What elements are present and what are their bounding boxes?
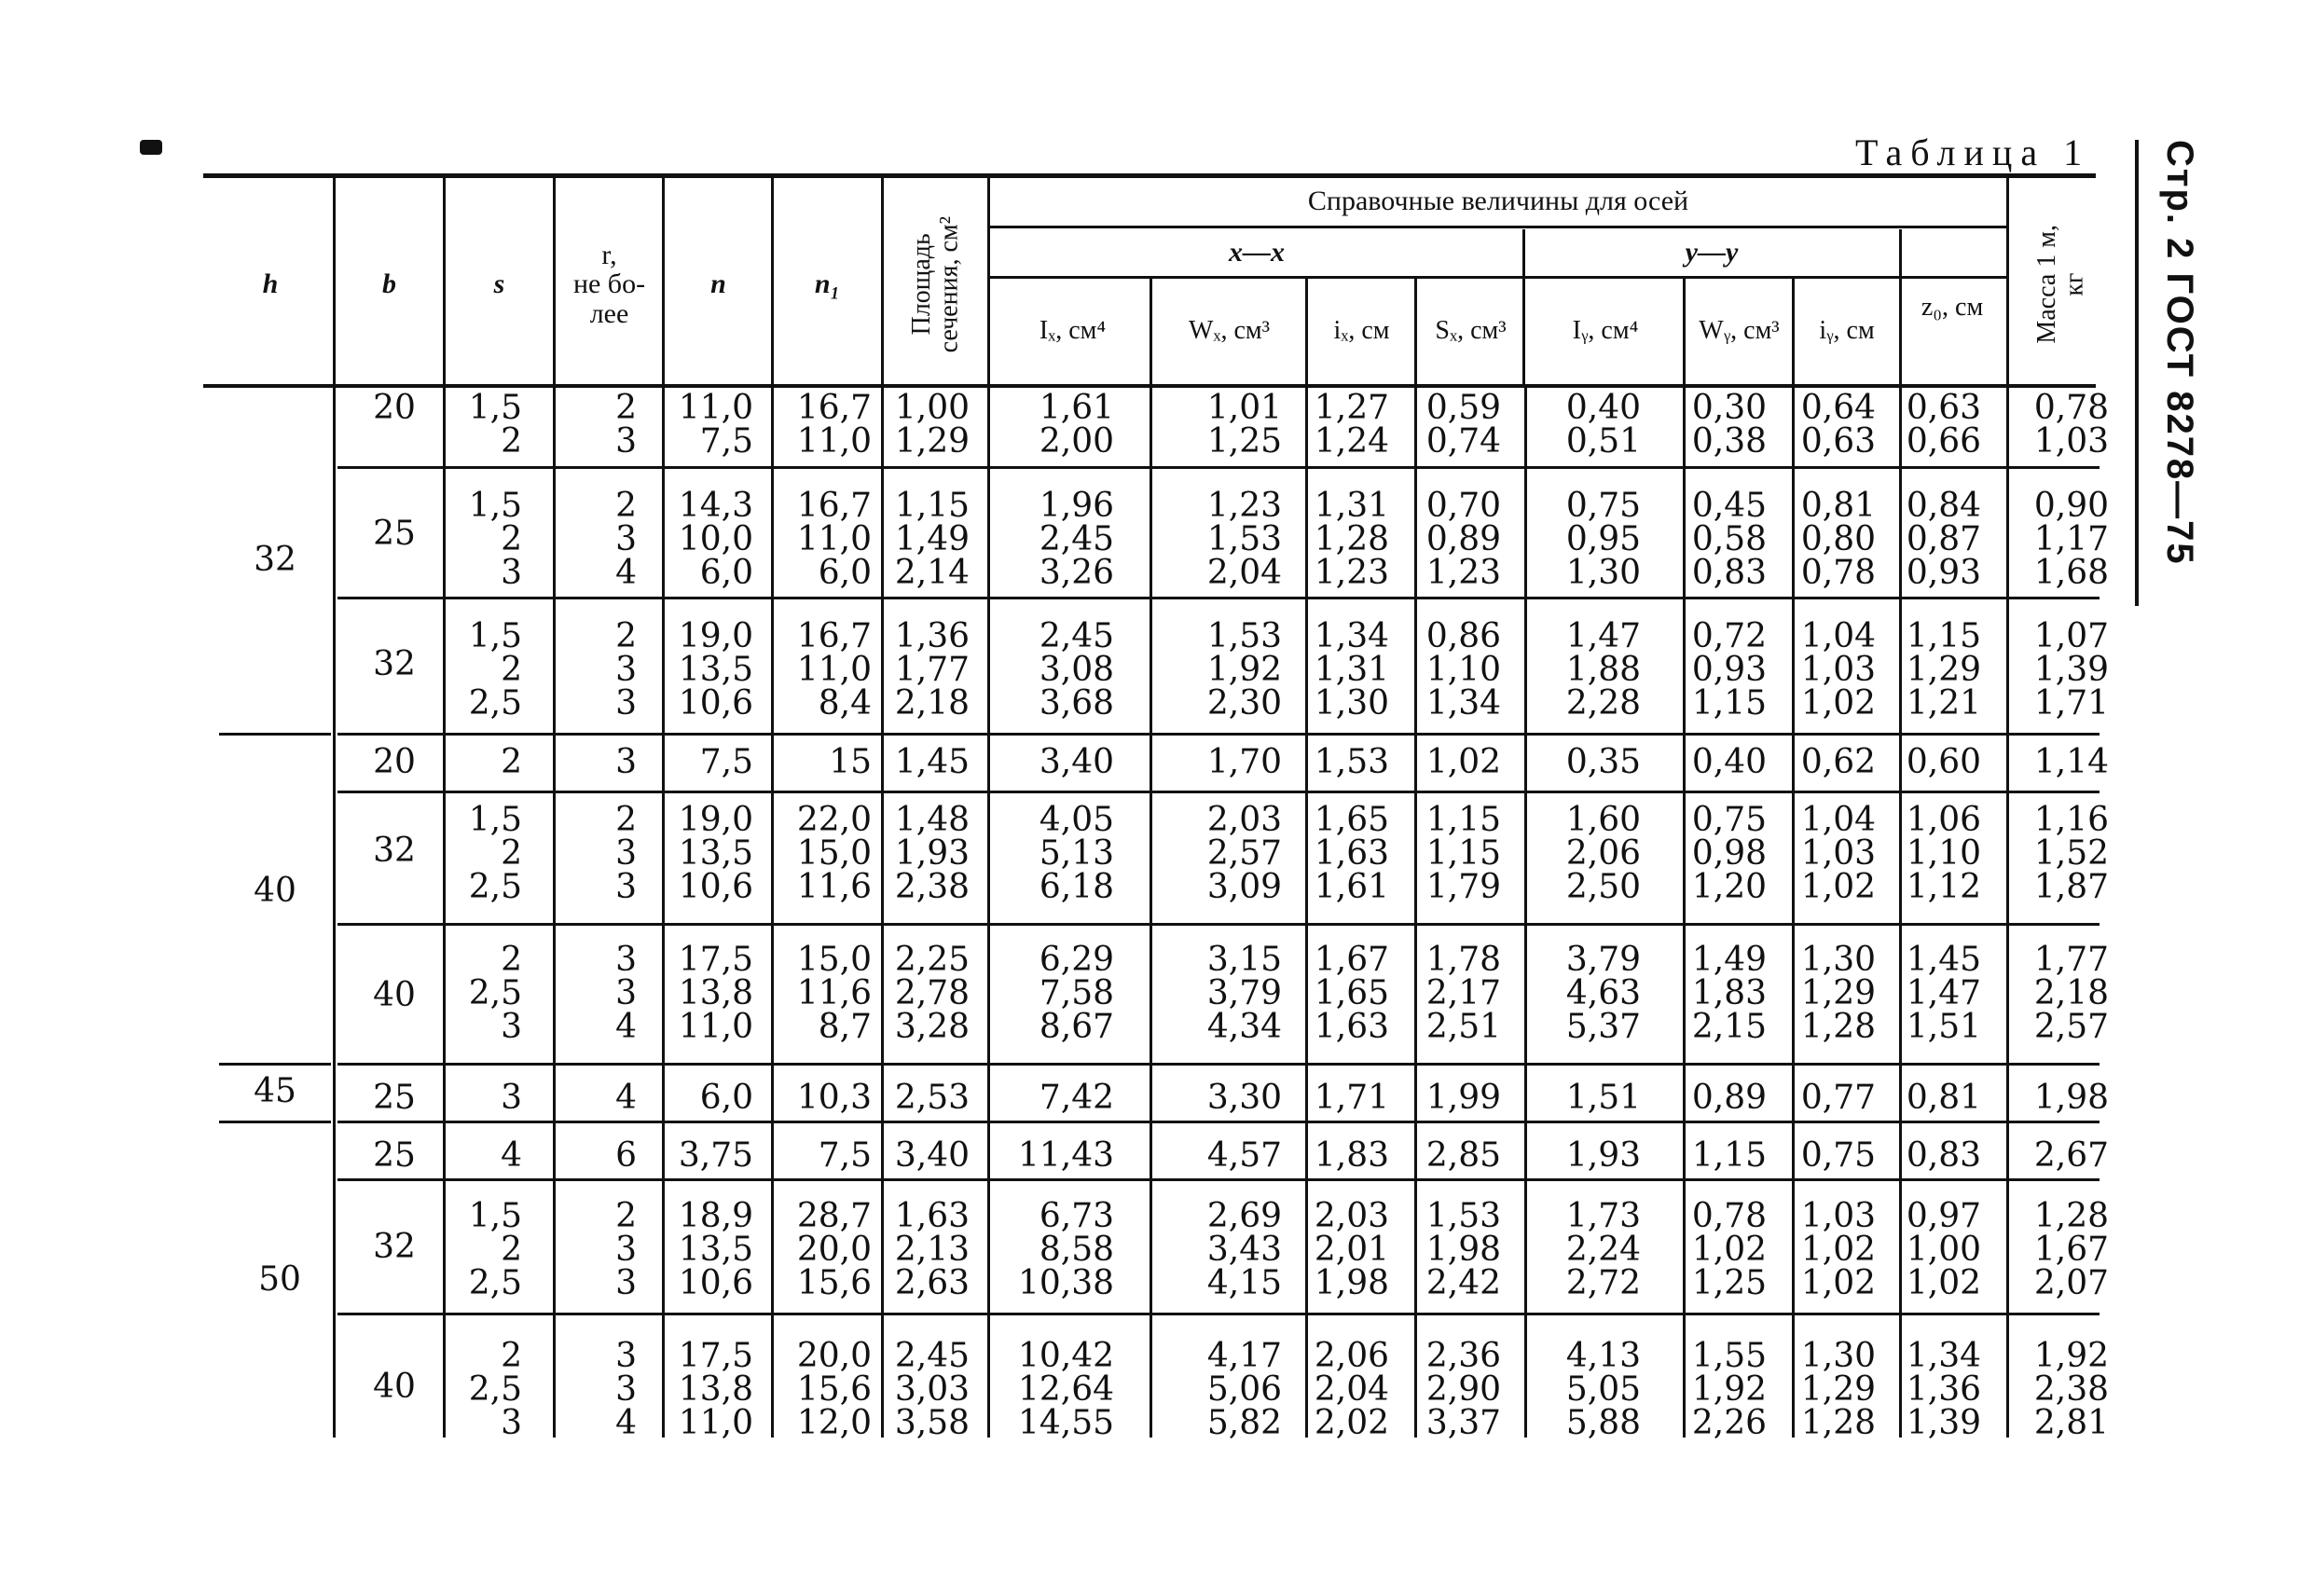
- cell-Wx: 3,30: [1206, 1079, 1282, 1117]
- cell-Ix: 2,45 3,08 3,68: [1039, 617, 1114, 722]
- cell-s: 4: [501, 1136, 522, 1175]
- cell-Iy: 3,79 4,63 5,37: [1565, 941, 1641, 1046]
- cell-area: 1,15 1,49 2,14: [894, 487, 970, 592]
- cell-n1: 16,7 11,0 8,4: [796, 617, 872, 722]
- header-mass: Масса 1 м, кг: [2031, 225, 2088, 344]
- cell-area: 2,45 3,03 3,58: [894, 1337, 970, 1442]
- cell-Iy: 1,47 1,88 2,28: [1565, 617, 1641, 722]
- header-divider: [1899, 229, 1902, 386]
- b-value: 32: [373, 832, 416, 870]
- block-rule: [337, 597, 2100, 599]
- h-value: 50: [258, 1260, 301, 1299]
- cell-iy: 1,30 1,29 1,28: [1800, 941, 1876, 1046]
- block-rule: [337, 733, 2100, 736]
- cell-area: 2,53: [894, 1079, 970, 1117]
- cell-s: 2 2,5 3: [468, 941, 522, 1046]
- cell-Wy: 1,55 1,92 2,26: [1691, 1337, 1767, 1442]
- cell-ix: 1,65 1,63 1,61: [1314, 801, 1389, 906]
- cell-r: 2 3 3: [615, 617, 637, 722]
- cell-s: 2 2,5 3: [468, 1337, 522, 1442]
- cell-mass: 1,77 2,18 2,57: [2033, 941, 2109, 1046]
- cell-Wx: 1,53 1,92 2,30: [1206, 617, 1282, 722]
- cell-ix: 1,71: [1314, 1079, 1389, 1117]
- cell-n1: 20,0 15,6 12,0: [796, 1337, 872, 1442]
- cell-s: 1,5 2: [468, 389, 522, 461]
- cell-Wx: 1,01 1,25: [1206, 389, 1282, 461]
- block-rule: [337, 923, 2100, 926]
- cell-iy: 1,04 1,03 1,02: [1800, 801, 1876, 906]
- cell-ix: 1,31 1,28 1,23: [1314, 487, 1389, 592]
- cell-Wy: 0,78 1,02 1,25: [1691, 1197, 1767, 1302]
- cell-n: 11,0 7,5: [678, 389, 753, 461]
- column-rule: [1524, 386, 1527, 1438]
- cell-area: 3,40: [894, 1136, 970, 1175]
- h-group-rule: [219, 733, 331, 736]
- column-rule: [333, 177, 336, 1438]
- cell-n1: 22,0 15,0 11,6: [796, 801, 872, 906]
- cell-mass: 0,90 1,17 1,68: [2033, 487, 2109, 592]
- cell-Iy: 0,35: [1565, 743, 1641, 781]
- cell-n1: 10,3: [796, 1079, 872, 1117]
- cell-mass: 1,28 1,67 2,07: [2033, 1197, 2109, 1302]
- cell-r: 2 3 3: [615, 1197, 637, 1302]
- cell-Wy: 0,72 0,93 1,15: [1691, 617, 1767, 722]
- cell-z0: 0,84 0,87 0,93: [1906, 487, 1981, 592]
- h-group-rule: [219, 1063, 331, 1066]
- header-area: Площадь сечения, см²: [906, 215, 963, 353]
- cell-Sx: 1,53 1,98 2,42: [1425, 1197, 1501, 1302]
- cell-iy: 0,64 0,63: [1800, 389, 1876, 461]
- cell-z0: 1,34 1,36 1,39: [1906, 1337, 1981, 1442]
- cell-n1: 16,7 11,0 6,0: [796, 487, 872, 592]
- block-rule: [337, 1063, 2100, 1066]
- cell-Ix: 10,42 12,64 14,55: [1017, 1337, 1114, 1442]
- cell-iy: 0,62: [1800, 743, 1876, 781]
- cell-z0: 0,63 0,66: [1906, 389, 1981, 461]
- header-Sx: Sₓ, см³: [1435, 316, 1507, 346]
- block-rule: [337, 1178, 2100, 1181]
- table-title: Таблица 1: [1855, 131, 2091, 173]
- cell-mass: 0,78 1,03: [2033, 389, 2109, 461]
- cell-Sx: 1,15 1,15 1,79: [1425, 801, 1501, 906]
- cell-mass: 1,98: [2033, 1079, 2109, 1117]
- cell-iy: 1,03 1,02 1,02: [1800, 1197, 1876, 1302]
- cell-area: 1,45: [894, 743, 970, 781]
- header-yy: y—y: [1685, 236, 1739, 268]
- cell-z0: 0,83: [1906, 1136, 1981, 1175]
- header-Iy: Iᵧ, см⁴: [1572, 316, 1639, 346]
- cell-Sx: 0,70 0,89 1,23: [1425, 487, 1501, 592]
- column-rule: [1683, 278, 1686, 1438]
- b-value: 20: [373, 389, 416, 427]
- cell-n1: 16,7 11,0: [796, 389, 872, 461]
- cell-r: 2 3: [615, 389, 637, 461]
- h-group-rule: [219, 1121, 331, 1123]
- header-z0: z₀, см: [1921, 293, 1984, 323]
- b-value: 32: [373, 1228, 416, 1266]
- cell-ix: 2,06 2,04 2,02: [1314, 1337, 1389, 1442]
- page-marker: [140, 140, 162, 155]
- cell-s: 1,5 2 3: [468, 487, 522, 592]
- cell-Sx: 2,36 2,90 3,37: [1425, 1337, 1501, 1442]
- cell-n: 7,5: [699, 743, 753, 781]
- cell-Wy: 0,40: [1691, 743, 1767, 781]
- header-s: s: [493, 268, 505, 300]
- cell-iy: 1,04 1,03 1,02: [1800, 617, 1876, 722]
- cell-s: 1,5 2 2,5: [468, 1197, 522, 1302]
- cell-iy: 0,81 0,80 0,78: [1800, 487, 1876, 592]
- cell-Ix: 1,96 2,45 3,26: [1039, 487, 1114, 592]
- cell-Wx: 1,23 1,53 2,04: [1206, 487, 1282, 592]
- cell-iy: 0,75: [1800, 1136, 1876, 1175]
- header-Wx: Wₓ, см³: [1188, 316, 1271, 346]
- cell-area: 1,63 2,13 2,63: [894, 1197, 970, 1302]
- cell-Wy: 0,30 0,38: [1691, 389, 1767, 461]
- header-n: n: [710, 268, 726, 300]
- cell-iy: 1,30 1,29 1,28: [1800, 1337, 1876, 1442]
- header-xx: x—x: [1229, 236, 1285, 268]
- cell-n: 18,9 13,5 10,6: [678, 1197, 753, 1302]
- column-rule: [662, 177, 665, 1438]
- cell-r: 3 3 4: [615, 1337, 637, 1442]
- b-value: 20: [373, 743, 416, 781]
- column-rule: [771, 177, 774, 1438]
- cell-z0: 1,15 1,29 1,21: [1906, 617, 1981, 722]
- cell-ix: 1,83: [1314, 1136, 1389, 1175]
- header-iy: iᵧ, см: [1819, 316, 1875, 346]
- column-rule: [1305, 278, 1308, 1438]
- header-rule: [990, 226, 2008, 228]
- cell-s: 2: [501, 743, 522, 781]
- cell-s: 3: [501, 1079, 522, 1117]
- cell-n1: 7,5: [818, 1136, 872, 1175]
- cell-n: 6,0: [699, 1079, 753, 1117]
- cell-Sx: 1,02: [1425, 743, 1501, 781]
- cell-area: 1,00 1,29: [894, 389, 970, 461]
- cell-Iy: 0,75 0,95 1,30: [1565, 487, 1641, 592]
- cell-Wy: 1,49 1,83 2,15: [1691, 941, 1767, 1046]
- block-rule: [337, 1313, 2100, 1315]
- header-divider: [1522, 229, 1525, 386]
- header-Wy: Wᵧ, см³: [1699, 316, 1780, 346]
- cell-z0: 0,60: [1906, 743, 1981, 781]
- cell-Ix: 7,42: [1039, 1079, 1114, 1117]
- column-rule: [2006, 177, 2009, 1438]
- block-rule: [337, 1121, 2100, 1123]
- cell-mass: 1,14: [2033, 743, 2109, 781]
- header-h: h: [262, 268, 279, 300]
- column-rule: [443, 177, 446, 1438]
- cell-Wx: 2,69 3,43 4,15: [1206, 1197, 1282, 1302]
- cell-r: 2 3 3: [615, 801, 637, 906]
- cell-n1: 15: [829, 743, 872, 781]
- cell-area: 1,36 1,77 2,18: [894, 617, 970, 722]
- header-rule: [990, 276, 2008, 279]
- cell-Iy: 1,51: [1565, 1079, 1641, 1117]
- column-rule: [1414, 278, 1417, 1438]
- cell-area: 1,48 1,93 2,38: [894, 801, 970, 906]
- cell-Wx: 4,57: [1206, 1136, 1282, 1175]
- cell-Iy: 1,73 2,24 2,72: [1565, 1197, 1641, 1302]
- cell-ix: 2,03 2,01 1,98: [1314, 1197, 1389, 1302]
- cell-z0: 1,06 1,10 1,12: [1906, 801, 1981, 906]
- cell-Ix: 6,29 7,58 8,67: [1039, 941, 1114, 1046]
- column-rule: [1792, 278, 1795, 1438]
- b-value: 25: [373, 1079, 416, 1117]
- cell-mass: 2,67: [2033, 1136, 2109, 1175]
- cell-Iy: 1,60 2,06 2,50: [1565, 801, 1641, 906]
- cell-ix: 1,53: [1314, 743, 1389, 781]
- cell-s: 1,5 2 2,5: [468, 617, 522, 722]
- cell-iy: 0,77: [1800, 1079, 1876, 1117]
- header-reference: Справочные величины для осей: [1307, 185, 1689, 216]
- cell-Ix: 4,05 5,13 6,18: [1039, 801, 1114, 906]
- cell-ix: 1,34 1,31 1,30: [1314, 617, 1389, 722]
- table-top-rule: [203, 173, 2096, 178]
- cell-mass: 1,07 1,39 1,71: [2033, 617, 2109, 722]
- cell-Sx: 2,85: [1425, 1136, 1501, 1175]
- column-rule: [1150, 278, 1152, 1438]
- cell-Wy: 0,89: [1691, 1079, 1767, 1117]
- cell-Wx: 4,17 5,06 5,82: [1206, 1337, 1282, 1442]
- cell-Sx: 1,99: [1425, 1079, 1501, 1117]
- cell-Wx: 2,03 2,57 3,09: [1206, 801, 1282, 906]
- cell-ix: 1,67 1,65 1,63: [1314, 941, 1389, 1046]
- cell-Wx: 3,15 3,79 4,34: [1206, 941, 1282, 1046]
- cell-ix: 1,27 1,24: [1314, 389, 1389, 461]
- cell-Ix: 1,61 2,00: [1039, 389, 1114, 461]
- cell-Ix: 6,73 8,58 10,38: [1017, 1197, 1114, 1302]
- block-rule: [337, 791, 2100, 793]
- cell-r: 3 3 4: [615, 941, 637, 1046]
- header-b: b: [382, 268, 396, 300]
- header-r: r, не бо- лее: [572, 239, 646, 329]
- cell-Iy: 0,40 0,51: [1565, 389, 1641, 461]
- h-value: 45: [254, 1072, 296, 1110]
- cell-z0: 1,45 1,47 1,51: [1906, 941, 1981, 1046]
- cell-z0: 0,81: [1906, 1079, 1981, 1117]
- cell-n: 19,0 13,5 10,6: [678, 801, 753, 906]
- cell-Iy: 1,93: [1565, 1136, 1641, 1175]
- column-rule: [553, 177, 556, 1438]
- b-value: 25: [373, 1136, 416, 1175]
- header-ix: iₓ, см: [1333, 316, 1390, 346]
- column-rule: [881, 177, 884, 1438]
- cell-s: 1,5 2 2,5: [468, 801, 522, 906]
- cell-r: 6: [615, 1136, 637, 1175]
- cell-n1: 15,0 11,6 8,7: [796, 941, 872, 1046]
- side-title: Стр. 2 ГОСТ 8278—75: [2135, 140, 2200, 606]
- header-n1: n₁: [814, 268, 841, 300]
- cell-Sx: 0,59 0,74: [1425, 389, 1501, 461]
- cell-n1: 28,7 20,0 15,6: [796, 1197, 872, 1302]
- cell-r: 3: [615, 743, 637, 781]
- cell-Wy: 0,45 0,58 0,83: [1691, 487, 1767, 592]
- cell-Ix: 11,43: [1017, 1136, 1114, 1175]
- b-value: 32: [373, 645, 416, 683]
- cell-n: 3,75: [678, 1136, 753, 1175]
- cell-n: 14,3 10,0 6,0: [678, 487, 753, 592]
- cell-Wy: 0,75 0,98 1,20: [1691, 801, 1767, 906]
- cell-Ix: 3,40: [1039, 743, 1114, 781]
- header-Ix: Iₓ, см⁴: [1039, 316, 1107, 346]
- cell-r: 2 3 4: [615, 487, 637, 592]
- b-value: 40: [373, 1368, 416, 1406]
- cell-Sx: 1,78 2,17 2,51: [1425, 941, 1501, 1046]
- cell-z0: 0,97 1,00 1,02: [1906, 1197, 1981, 1302]
- header-area-wrap: [884, 182, 986, 387]
- h-value: 32: [254, 541, 296, 579]
- cell-n: 19,0 13,5 10,6: [678, 617, 753, 722]
- header-mass-wrap: [2009, 186, 2112, 382]
- cell-n: 17,5 13,8 11,0: [678, 1337, 753, 1442]
- cell-Iy: 4,13 5,05 5,88: [1565, 1337, 1641, 1442]
- cell-n: 17,5 13,8 11,0: [678, 941, 753, 1046]
- cell-area: 2,25 2,78 3,28: [894, 941, 970, 1046]
- block-rule: [337, 466, 2100, 469]
- cell-mass: 1,16 1,52 1,87: [2033, 801, 2109, 906]
- cell-Sx: 0,86 1,10 1,34: [1425, 617, 1501, 722]
- h-value: 40: [254, 872, 296, 910]
- cell-mass: 1,92 2,38 2,81: [2033, 1337, 2109, 1442]
- column-rule: [1899, 386, 1902, 1438]
- cell-Wx: 1,70: [1206, 743, 1282, 781]
- cell-Wy: 1,15: [1691, 1136, 1767, 1175]
- cell-r: 4: [615, 1079, 637, 1117]
- b-value: 25: [373, 515, 416, 553]
- column-rule: [987, 177, 990, 1438]
- b-value: 40: [373, 976, 416, 1014]
